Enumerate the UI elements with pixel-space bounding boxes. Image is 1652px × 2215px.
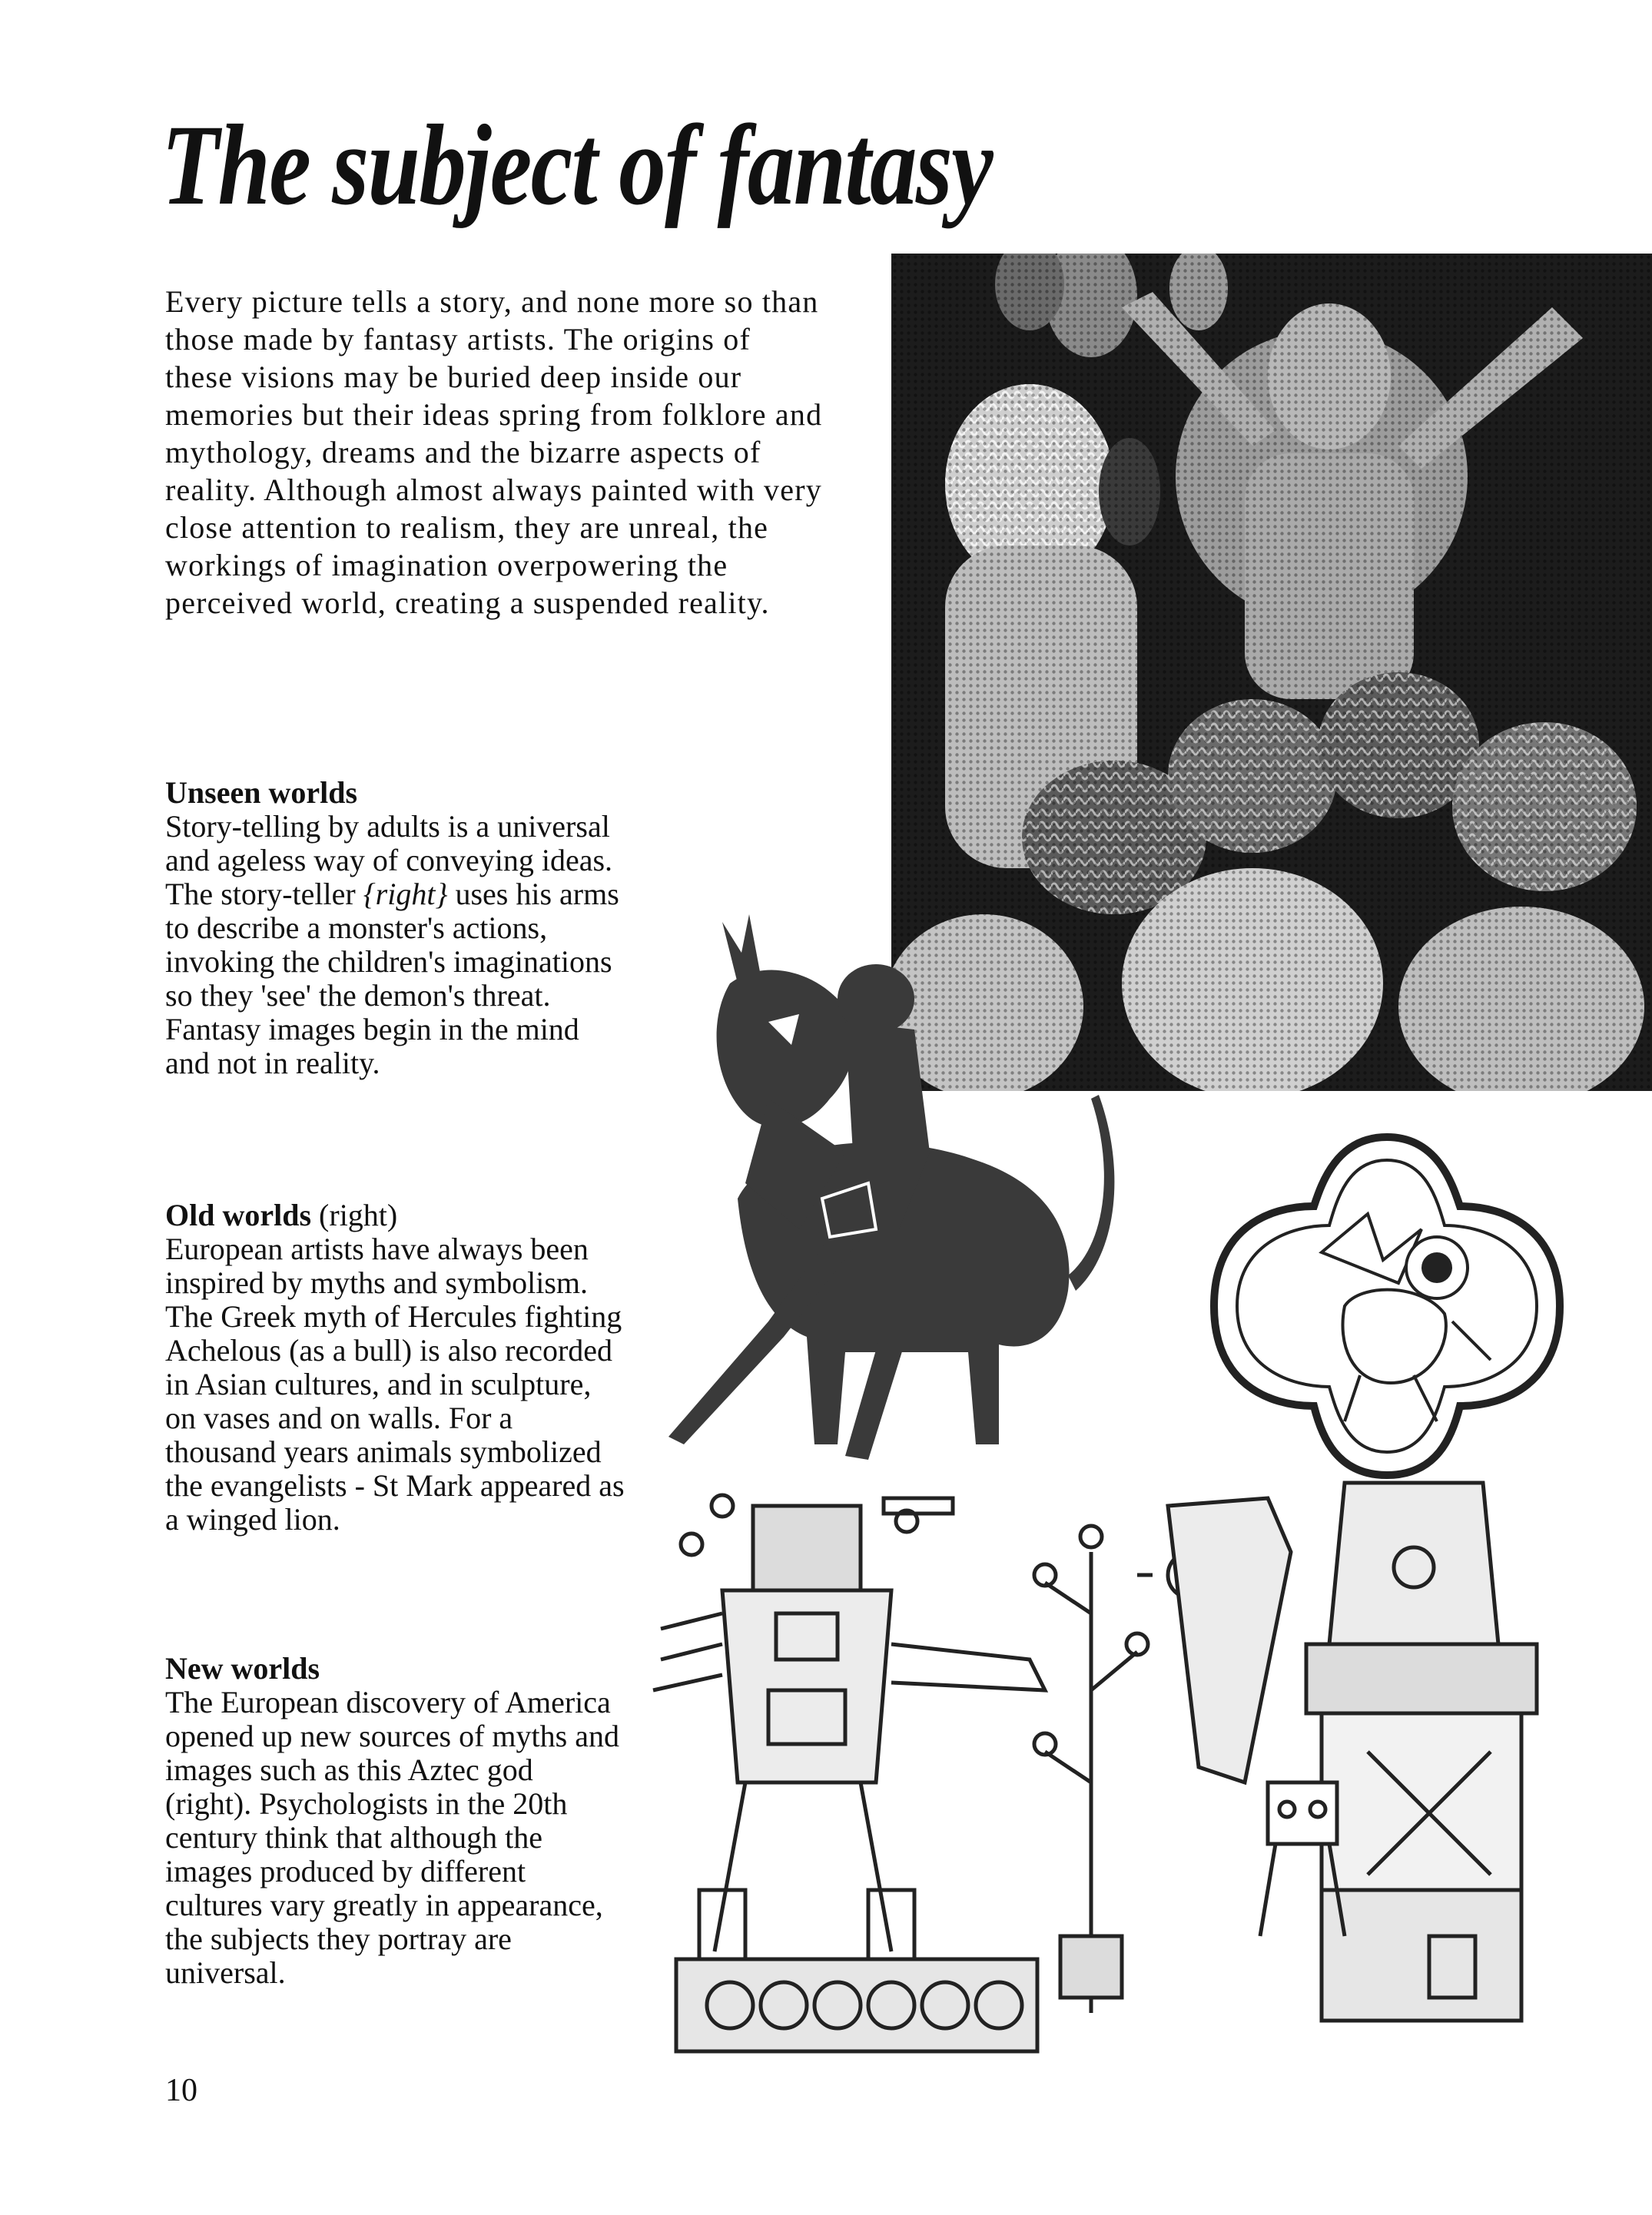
intro-paragraph: Every picture tells a story, and none more so than those made by fantasy artists. The origins of these visions may be buried deep inside our memories but their ideas spring from folklore and mythology, dreams and the bizarre aspects of reality. Although almost always painted with very close attention to realism, they are unreal, the workings of imagination overpowering the perceived world, creating a suspended reality.: [165, 284, 823, 620]
section-body: The European discovery of America opened up new sources of myths and images such as this Aztec god (right). Psychologists in the 20th century think that although the images produced by different cultures vary greatly in appearance, the subjects they portray are universal.: [165, 1685, 619, 1990]
aztec-god-codex: [630, 1460, 1614, 2090]
section-heading: Unseen worlds: [165, 775, 358, 810]
page-title: The subject of fantasy: [161, 101, 993, 229]
hercules-bull-vase-figure: [615, 907, 1153, 1483]
section-body: Story-telling by adults is a universal and ageless way of conveying ideas. The story-teller {right} uses his arms to describe a monster's actions, invoking the children's imaginations so they 'see' the demon's threat. Fantasy images begin in the mind and not in reality.: [165, 809, 619, 1080]
section-heading: New worlds: [165, 1651, 320, 1686]
section-unseen-worlds: [165, 776, 626, 1080]
winged-lion-emblem: [1206, 1129, 1567, 1483]
section-body: European artists have always been inspired by myths and symbolism. The Greek myth of Hercules fighting Achelous (as a bull) is also recorded in Asian cultures, and in sculpture, on vases and on walls. For a thousand years animals symbolized the evangelists - St Mark appeared as a winged lion.: [165, 1232, 625, 1537]
page-number: 10: [165, 2073, 197, 2108]
section-old-worlds: [165, 1199, 626, 1537]
section-new-worlds: [165, 1652, 626, 1990]
section-heading: Old worlds (right): [165, 1198, 398, 1232]
